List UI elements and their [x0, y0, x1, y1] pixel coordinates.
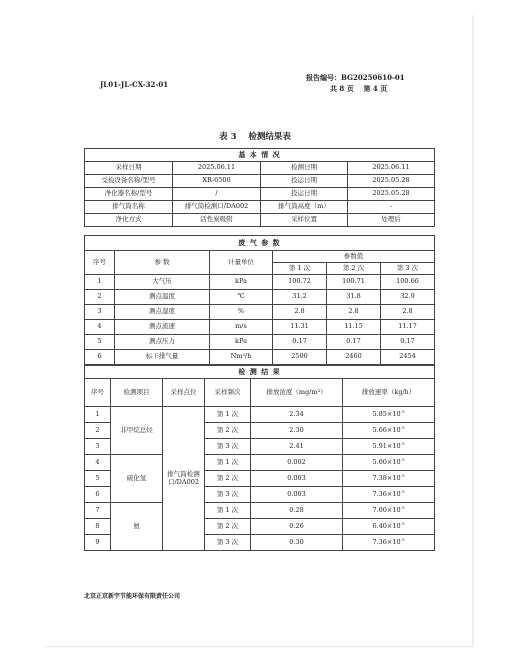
param-value: 100.66: [381, 275, 435, 290]
column-header: 排放速率（kg/h）: [343, 379, 435, 407]
table-row: [85, 335, 435, 350]
table-row: [85, 201, 435, 214]
param-value: 0.17: [381, 335, 435, 350]
row-number: 4: [85, 320, 115, 335]
report-number: 报告编号：BG20250610-01: [306, 73, 405, 82]
frequency: 第 1 次: [205, 503, 251, 519]
sampling-point: 排气筒检测口/DA002: [163, 407, 205, 551]
label-cell: 采样位置: [261, 214, 348, 227]
param-name: 大气压: [115, 275, 210, 290]
column-header: 检测项目: [111, 379, 163, 407]
table-row: [85, 162, 435, 175]
param-value: 32.9: [381, 290, 435, 305]
column-header: 排放浓度（mg/m³）: [251, 379, 343, 407]
column-header: 采样点位: [163, 379, 205, 407]
basic-info-table: [84, 148, 435, 227]
label-cell: 受检设备名称/型号: [85, 175, 173, 188]
column-header: 序号: [85, 379, 111, 407]
frequency: 第 3 次: [205, 439, 251, 455]
row-number: 2: [85, 290, 115, 305]
basic-info-heading: 基 本 情 况: [85, 149, 435, 162]
row-number: 3: [85, 439, 111, 455]
value-cell: -: [348, 201, 435, 214]
value-cell: 活性炭吸附: [173, 214, 261, 227]
column-header: 第 2 次: [327, 263, 381, 275]
row-number: 6: [85, 350, 115, 365]
param-unit: Nm³/h: [210, 350, 273, 365]
emission-rate: $7.00\times 10^{-3}$: [343, 503, 435, 519]
table-title: 表 3 检测结果表: [219, 132, 291, 142]
param-value: 2460: [327, 350, 381, 365]
param-value: 2500: [273, 350, 327, 365]
document-code: JL01-JL-CX-32-01: [100, 80, 169, 89]
param-unit: %: [210, 305, 273, 320]
label-cell: 检测日期: [261, 162, 348, 175]
concentration: 0.30: [251, 535, 343, 551]
concentration: 0.26: [251, 519, 343, 535]
param-value: 2.8: [273, 305, 327, 320]
column-header: 参数值: [273, 251, 435, 263]
param-value: 11.15: [327, 320, 381, 335]
row-number: 8: [85, 519, 111, 535]
concentration: 0.002: [251, 455, 343, 471]
row-number: 5: [85, 335, 115, 350]
table-row: [85, 455, 435, 471]
param-value: 31.8: [327, 290, 381, 305]
frequency: 第 2 次: [205, 519, 251, 535]
frequency: 第 3 次: [205, 535, 251, 551]
param-unit: m/s: [210, 320, 273, 335]
row-number: 4: [85, 455, 111, 471]
table-row: [85, 407, 435, 423]
column-header: 参 数: [115, 251, 210, 275]
concentration: 0.003: [251, 487, 343, 503]
concentration: 2.30: [251, 423, 343, 439]
param-unit: kPa: [210, 335, 273, 350]
param-value: 2.8: [327, 305, 381, 320]
row-number: 5: [85, 471, 111, 487]
row-number: 1: [85, 275, 115, 290]
item-name: 氨: [111, 503, 163, 551]
gas-parameters-table: [84, 235, 435, 365]
gas-parameters-heading: 废 气 参 数: [85, 236, 435, 251]
label-cell: 净化方式: [85, 214, 173, 227]
results-table: [84, 365, 435, 551]
value-cell: 排气筒检测口/DA002: [173, 201, 261, 214]
label-cell: 采样日期: [85, 162, 173, 175]
param-value: 0.17: [327, 335, 381, 350]
param-value: 31.2: [273, 290, 327, 305]
param-value: 11.31: [273, 320, 327, 335]
param-name: 标干排气量: [115, 350, 210, 365]
param-name: 测点压力: [115, 335, 210, 350]
value-cell: 2025.06.11: [348, 162, 435, 175]
table-row: [85, 305, 435, 320]
emission-rate: $6.40\times 10^{-3}$: [343, 519, 435, 535]
concentration: 2.34: [251, 407, 343, 423]
table-row: [85, 214, 435, 227]
row-number: 6: [85, 487, 111, 503]
table-row: [85, 275, 435, 290]
frequency: 第 3 次: [205, 487, 251, 503]
emission-rate: $7.36\times 10^{-3}$: [343, 487, 435, 503]
table-row: [85, 320, 435, 335]
column-header: 第 3 次: [381, 263, 435, 275]
value-cell: 处理后: [348, 214, 435, 227]
param-value: 0.17: [273, 335, 327, 350]
label-cell: 排气筒名称: [85, 201, 173, 214]
label-cell: 净化器名称/型号: [85, 188, 173, 201]
column-header: 第 1 次: [273, 263, 327, 275]
table-row: [85, 188, 435, 201]
value-cell: 2025.05.28: [348, 175, 435, 188]
row-number: 7: [85, 503, 111, 519]
param-value: 2454: [381, 350, 435, 365]
table-row: [85, 503, 435, 519]
label-cell: 投运日期: [261, 188, 348, 201]
column-header: 计量单位: [210, 251, 273, 275]
label-cell: 投运日期: [261, 175, 348, 188]
param-name: 测点湿度: [115, 305, 210, 320]
param-unit: ℃: [210, 290, 273, 305]
param-name: 测点温度: [115, 290, 210, 305]
param-value: 100.71: [327, 275, 381, 290]
row-number: 3: [85, 305, 115, 320]
column-header: 采样频次: [205, 379, 251, 407]
table-row: [85, 175, 435, 188]
value-cell: XR-6500: [173, 175, 261, 188]
frequency: 第 2 次: [205, 471, 251, 487]
param-value: 11.17: [381, 320, 435, 335]
column-header: 序号: [85, 251, 115, 275]
row-number: 9: [85, 535, 111, 551]
param-value: 2.8: [381, 305, 435, 320]
row-number: 2: [85, 423, 111, 439]
concentration: 2.41: [251, 439, 343, 455]
emission-rate: $5.00\times 10^{-3}$: [343, 455, 435, 471]
table-row: [85, 290, 435, 305]
emission-rate: $5.66\times 10^{-3}$: [343, 423, 435, 439]
value-cell: /: [173, 188, 261, 201]
label-cell: 排气筒高度（m）: [261, 201, 348, 214]
value-cell: 2025.06.11: [173, 162, 261, 175]
frequency: 第 1 次: [205, 455, 251, 471]
row-number: 1: [85, 407, 111, 423]
company-footer: 北京正京新宇节能环保有限责任公司: [84, 593, 181, 600]
emission-rate: $7.38\times 10^{-3}$: [343, 471, 435, 487]
concentration: 0.003: [251, 471, 343, 487]
page-counter: 共 8 页 第 4 页: [330, 84, 388, 93]
item-name: 非甲烷总烃: [111, 407, 163, 455]
concentration: 0.28: [251, 503, 343, 519]
table-row: [85, 350, 435, 365]
frequency: 第 1 次: [205, 407, 251, 423]
results-heading: 检 测 结 果: [85, 366, 435, 379]
param-value: 100.72: [273, 275, 327, 290]
emission-rate: $5.85\times 10^{-3}$: [343, 407, 435, 423]
param-unit: kPa: [210, 275, 273, 290]
item-name: 硫化氢: [111, 455, 163, 503]
value-cell: 2025.05.28: [348, 188, 435, 201]
frequency: 第 2 次: [205, 423, 251, 439]
param-name: 测点流速: [115, 320, 210, 335]
emission-rate: $5.91\times 10^{-3}$: [343, 439, 435, 455]
emission-rate: $7.36\times 10^{-3}$: [343, 535, 435, 551]
